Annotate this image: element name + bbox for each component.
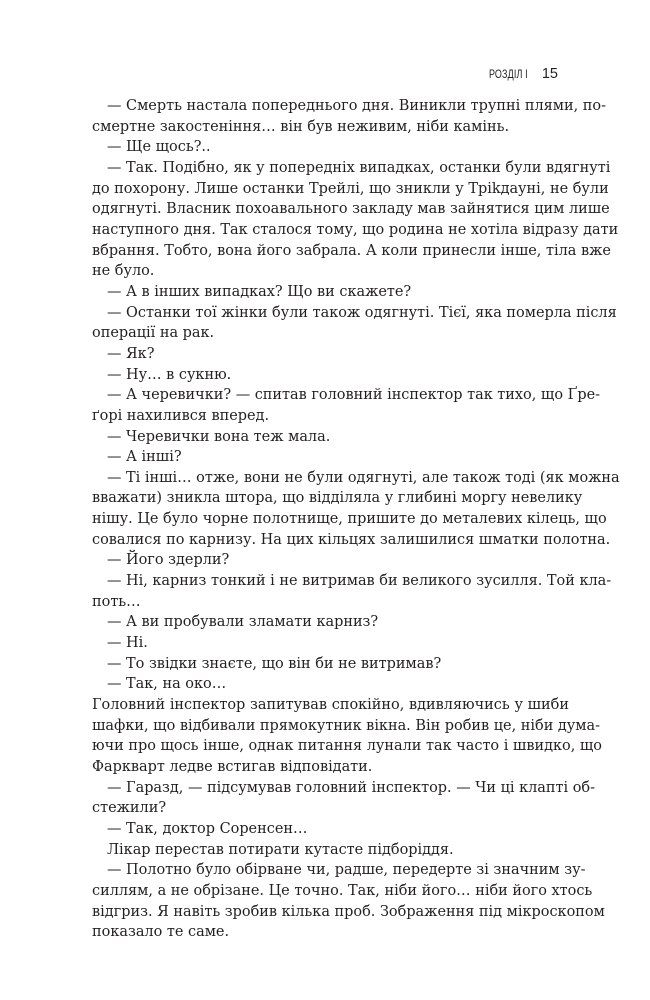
text-line: — Як? [107, 345, 155, 362]
paragraph [92, 695, 602, 778]
paragraph [92, 96, 606, 137]
text-line: — Смерть настала попереднього дня. Виникли трупні плями, по- [107, 98, 606, 114]
paragraph [92, 365, 569, 386]
text-line: Лікар перестав потирати кутасте підборіддя. [107, 841, 454, 858]
text-line: ґорі нахилився вперед. [92, 407, 270, 424]
paragraph [92, 282, 569, 303]
text-line: Головний інспектор запитував спокійно, вдивляючись у шиби [92, 697, 569, 714]
text-line: вбрання. Тобто, вона його забрала. А коли принесли інше, тіла вже [92, 242, 611, 259]
text-line: до похорону. Лише останки Трейлі, що зникли у Тріkдауні, не були [92, 180, 609, 197]
paragraph [92, 778, 595, 819]
paragraph [92, 447, 569, 468]
text-line: поть… [92, 593, 141, 610]
text-line: — А в інших випадках? Що ви скажете? [107, 283, 412, 300]
paragraph [92, 158, 619, 282]
paragraph [92, 674, 569, 695]
text-line: — Ну… в сукню. [107, 366, 232, 383]
paragraph [92, 654, 569, 675]
paragraph [92, 860, 605, 943]
text-line: одягнуті. Власник похоавального закладу мав зайнятися цим лише [92, 201, 610, 218]
text-line: — Так, доктор Соренсен… [107, 820, 308, 837]
text-line: — Ні, карниз тонкий і не витримав би великого зусилля. Той кла- [107, 573, 612, 590]
text-line: — Так, на око… [107, 676, 227, 693]
paragraph [92, 612, 569, 633]
page-header [478, 66, 558, 82]
text-line: Фаркварт ледве встигав відповідати. [92, 759, 373, 775]
text-line: силлям, а не обрізане. Це точно. Так, ніби його… ніби його хтось [92, 882, 593, 899]
paragraph [92, 303, 617, 344]
paragraph [92, 468, 620, 551]
paragraph [92, 427, 569, 448]
text-line: — А черевички? — спитав головний інспектор так тихо, що Ґре- [107, 387, 600, 404]
text-line: — Гаразд, — підсумував головний інспектор. — Чи ці клапті об- [107, 779, 595, 796]
text-line: відгриз. Я навіть зробив кілька проб. Зображення під мікроскопом [92, 903, 605, 920]
paragraph [92, 137, 569, 158]
paragraph [92, 344, 569, 365]
paragraph [92, 385, 600, 426]
text-line: шафки, що відбивали прямокутник вікна. Він робив це, ніби дума- [92, 717, 601, 734]
text-line: — Полотно було обірване чи, радше, передерте зі значним зу- [107, 862, 586, 879]
text-line: вважати) зникла штора, що відділяла у глибині моргу невелику [92, 490, 583, 507]
paragraph [92, 633, 569, 654]
text-line: не було. [92, 263, 155, 280]
text-line: — Ні. [107, 635, 148, 652]
paragraph [92, 840, 569, 861]
page-number: 15 [541, 66, 558, 82]
text-line: — Ще щось?.. [107, 139, 211, 156]
text-line: нішу. Це було чорне полотнище, пришите до металевих кілець, що [92, 511, 607, 528]
text-line: ючи про щось інше, однак питання лунали так часто і швидко, що [92, 738, 602, 755]
text-line: — Ті інші… отже, вони не були одягнуті, але також тоді (як можна [107, 469, 620, 486]
text-line: совалися по карнизу. На цих кільцях залишилися шматки полотна. [92, 531, 611, 548]
paragraph [92, 550, 569, 571]
paragraph [92, 819, 569, 840]
text-line: — А інші? [107, 449, 182, 466]
text-line: операції на рак. [92, 325, 215, 342]
text-line: — А ви пробували зламати карниз? [107, 614, 379, 631]
paragraph [92, 571, 612, 612]
text-line: — Його здерли? [107, 552, 230, 569]
text-line: смертне закостеніння… він був неживим, ніби камінь. [92, 118, 510, 135]
text-line: — Так. Подібно, як у попередніх випадках, останки були вдягнуті [107, 159, 611, 176]
running-head: РОЗДІЛ I [488, 69, 528, 81]
text-line: стежили? [92, 800, 167, 817]
text-line: показало те саме. [92, 924, 230, 941]
text-line: — Черевички вона теж мала. [107, 428, 331, 445]
text-line: — То звідки знаєте, що він би не витримав? [107, 655, 442, 672]
body-text [92, 96, 620, 943]
text-line: наступного дня. Так сталося тому, що родина не хотіла відразу дати [92, 221, 619, 238]
text-line: — Останки тої жінки були також одягнуті. Тієї, яка померла після [107, 304, 617, 321]
